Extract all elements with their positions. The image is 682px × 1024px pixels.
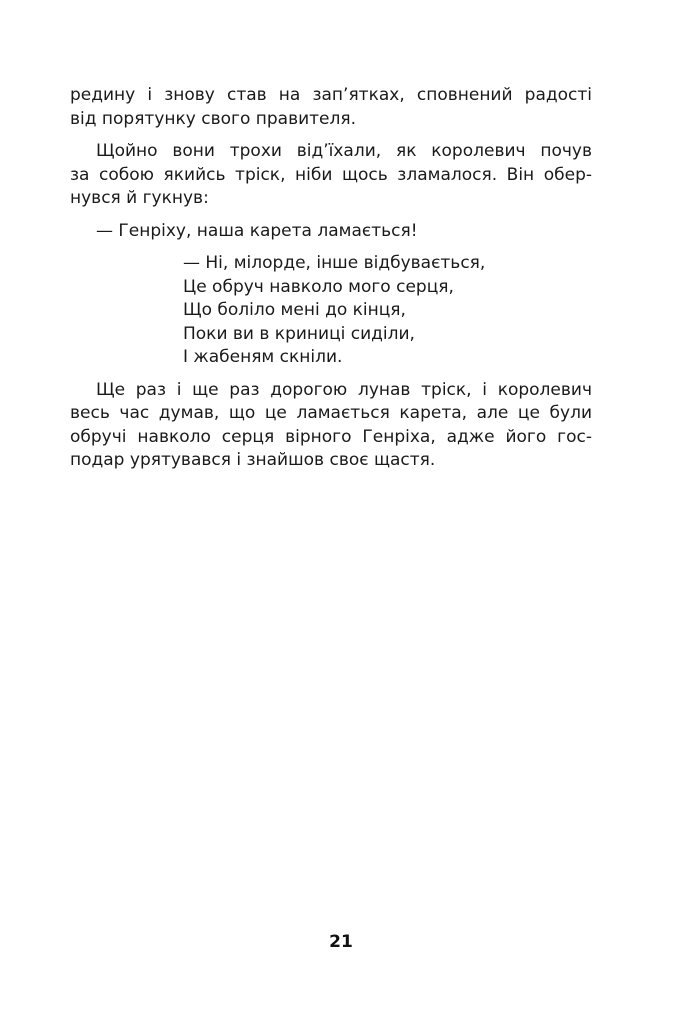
text-line: Щойно вони трохи від’їхали, як королевич почув — [96, 141, 592, 161]
text-line: весь час думав, що це ламається карета, але це були — [70, 403, 592, 423]
paragraph-1 — [70, 84, 592, 131]
body-text — [70, 84, 592, 482]
paragraph-2 — [70, 140, 592, 211]
verse-line: Поки ви в криниці сиділи, — [183, 323, 415, 344]
text-line: за собою якийсь тріск, ніби щось зламалося. Він обер- — [70, 164, 592, 185]
verse-line: Що боліло мені до кінця, — [183, 300, 406, 320]
dialogue-line: — Генріху, наша карета ламається! — [96, 220, 418, 241]
page-number: 21 — [329, 932, 353, 952]
text-line: редину і знову став на зап’ятках, сповнений радості — [70, 85, 592, 105]
verse-line: Це обруч навколо мого серця, — [183, 276, 454, 297]
text-line: від порятунку свого правителя. — [70, 108, 356, 129]
text-line: обручі навколо серця вірного Генріха, адже його гос- — [70, 426, 592, 447]
paragraph-final — [70, 379, 592, 473]
verse-line: — Ні, мілорде, інше відбувається, — [183, 253, 486, 273]
verse-line: І жабеням скніли. — [183, 347, 343, 367]
text-line: нувся й гукнув: — [70, 188, 209, 208]
text-line: подар урятувався і знайшов своє щастя. — [70, 450, 436, 470]
text-line: Ще раз і ще раз дорогою лунав тріск, і королевич — [96, 379, 592, 400]
verse-block — [183, 252, 592, 370]
